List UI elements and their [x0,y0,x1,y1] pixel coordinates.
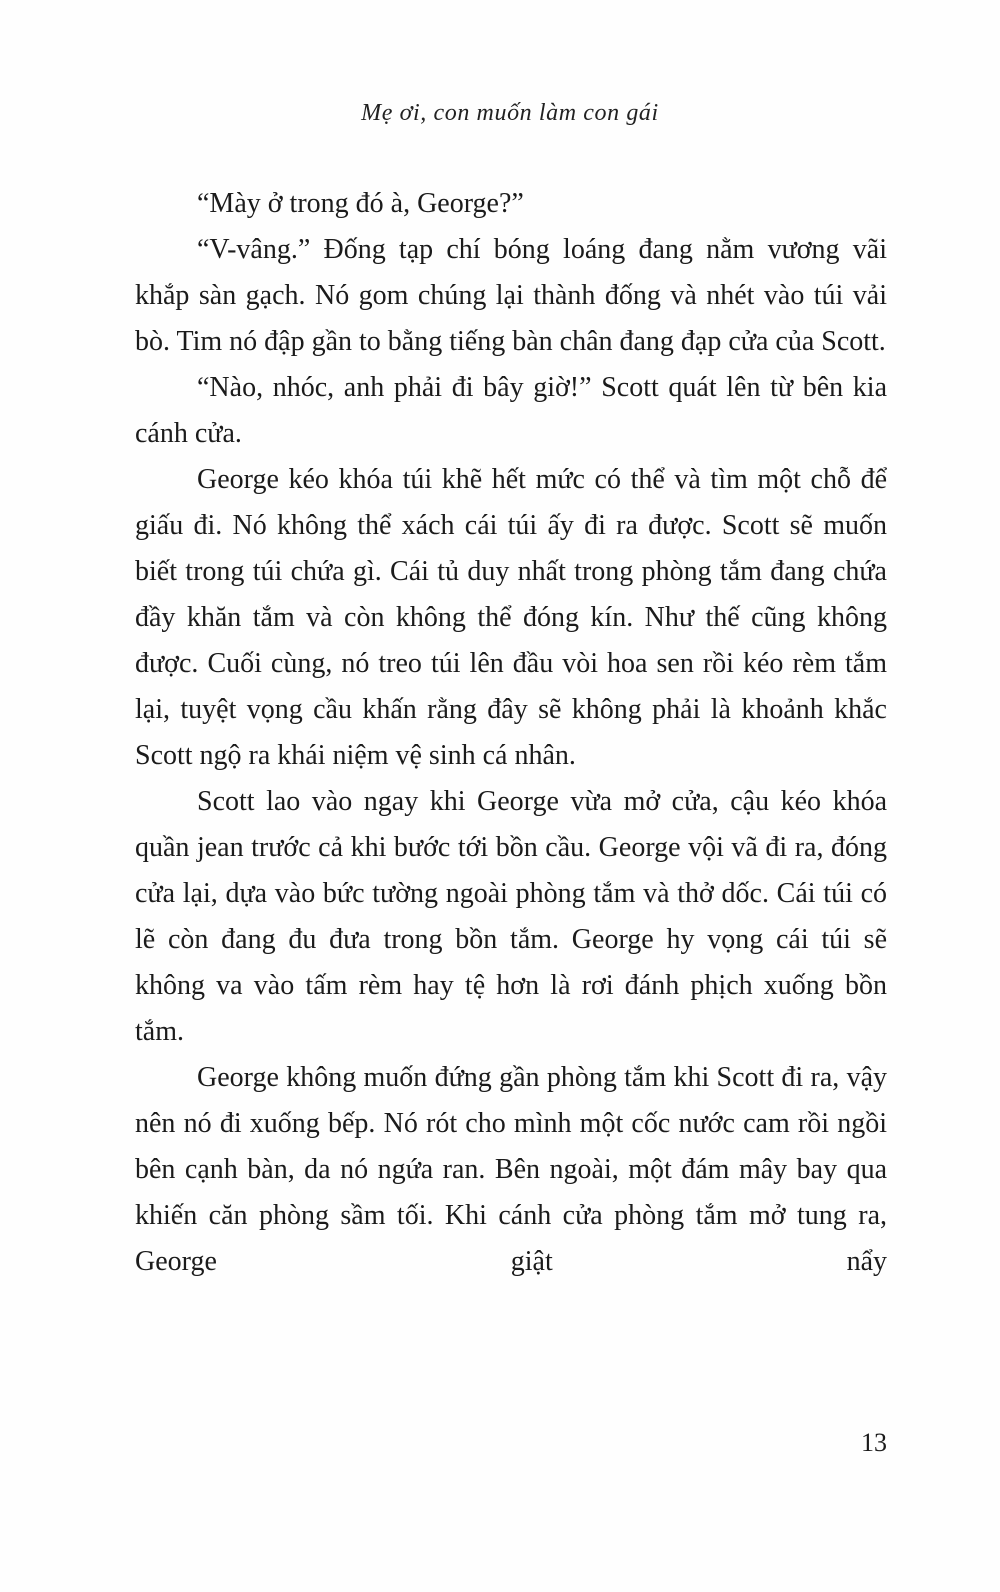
paragraph-dialogue-1: “Mày ở trong đó à, George?” [197,188,524,219]
page-number: 13 [861,1428,887,1457]
paragraph-6: George không muốn đứng gần phòng tắm khi Scott đi ra, vậy nên nó đi xuống bếp. Nó rót cho mình một cốc nước cam rồi ngồi bên cạnh bàn, da nó ngứa ran. Bên ngoài, một đám mây bay qua khiến căn phòng sầm tối. Khi cánh cửa phòng tắm mở tung ra, George giật nẩy [135,1062,887,1277]
paragraph-2: “V-vâng.” Đống tạp chí bóng loáng đang nằm vương vãi khắp sàn gạch. Nó gom chúng lại thành đống và nhét vào túi vải bò. Tim nó đập gần to bằng tiếng bàn chân đang đạp cửa của Scott. [135,234,887,357]
paragraph-dialogue-3: “Nào, nhóc, anh phải đi bây giờ!” Scott quát lên từ bên kia cánh cửa. [135,372,887,449]
paragraph-4: George kéo khóa túi khẽ hết mức có thể và tìm một chỗ để giấu đi. Nó không thể xách cái túi ấy đi ra được. Scott sẽ muốn biết trong túi chứa gì. Cái tủ duy nhất trong phòng tắm đang chứa đầy khăn tắm và còn không thể đóng kín. Như thế cũng không được. Cuối cùng, nó treo túi lên đầu vòi hoa sen rồi kéo rèm tắm lại, tuyệt vọng cầu khấn rằng đây sẽ không phải là khoảnh khắc Scott ngộ ra khái niệm vệ sinh cá nhân. [135,464,887,771]
running-header: Mẹ ơi, con muốn làm con gái [361,100,659,126]
paragraph-5: Scott lao vào ngay khi George vừa mở cửa, cậu kéo khóa quần jean trước cả khi bước tới bồn cầu. George vội vã đi ra, đóng cửa lại, dựa vào bức tường ngoài phòng tắm và thở dốc. Cái túi có lẽ còn đang đu đưa trong bồn tắm. George hy vọng cái túi sẽ không va vào tấm rèm hay tệ hơn là rơi đánh phịch xuống bồn tắm. [135,786,887,1047]
body-text [135,181,887,1285]
